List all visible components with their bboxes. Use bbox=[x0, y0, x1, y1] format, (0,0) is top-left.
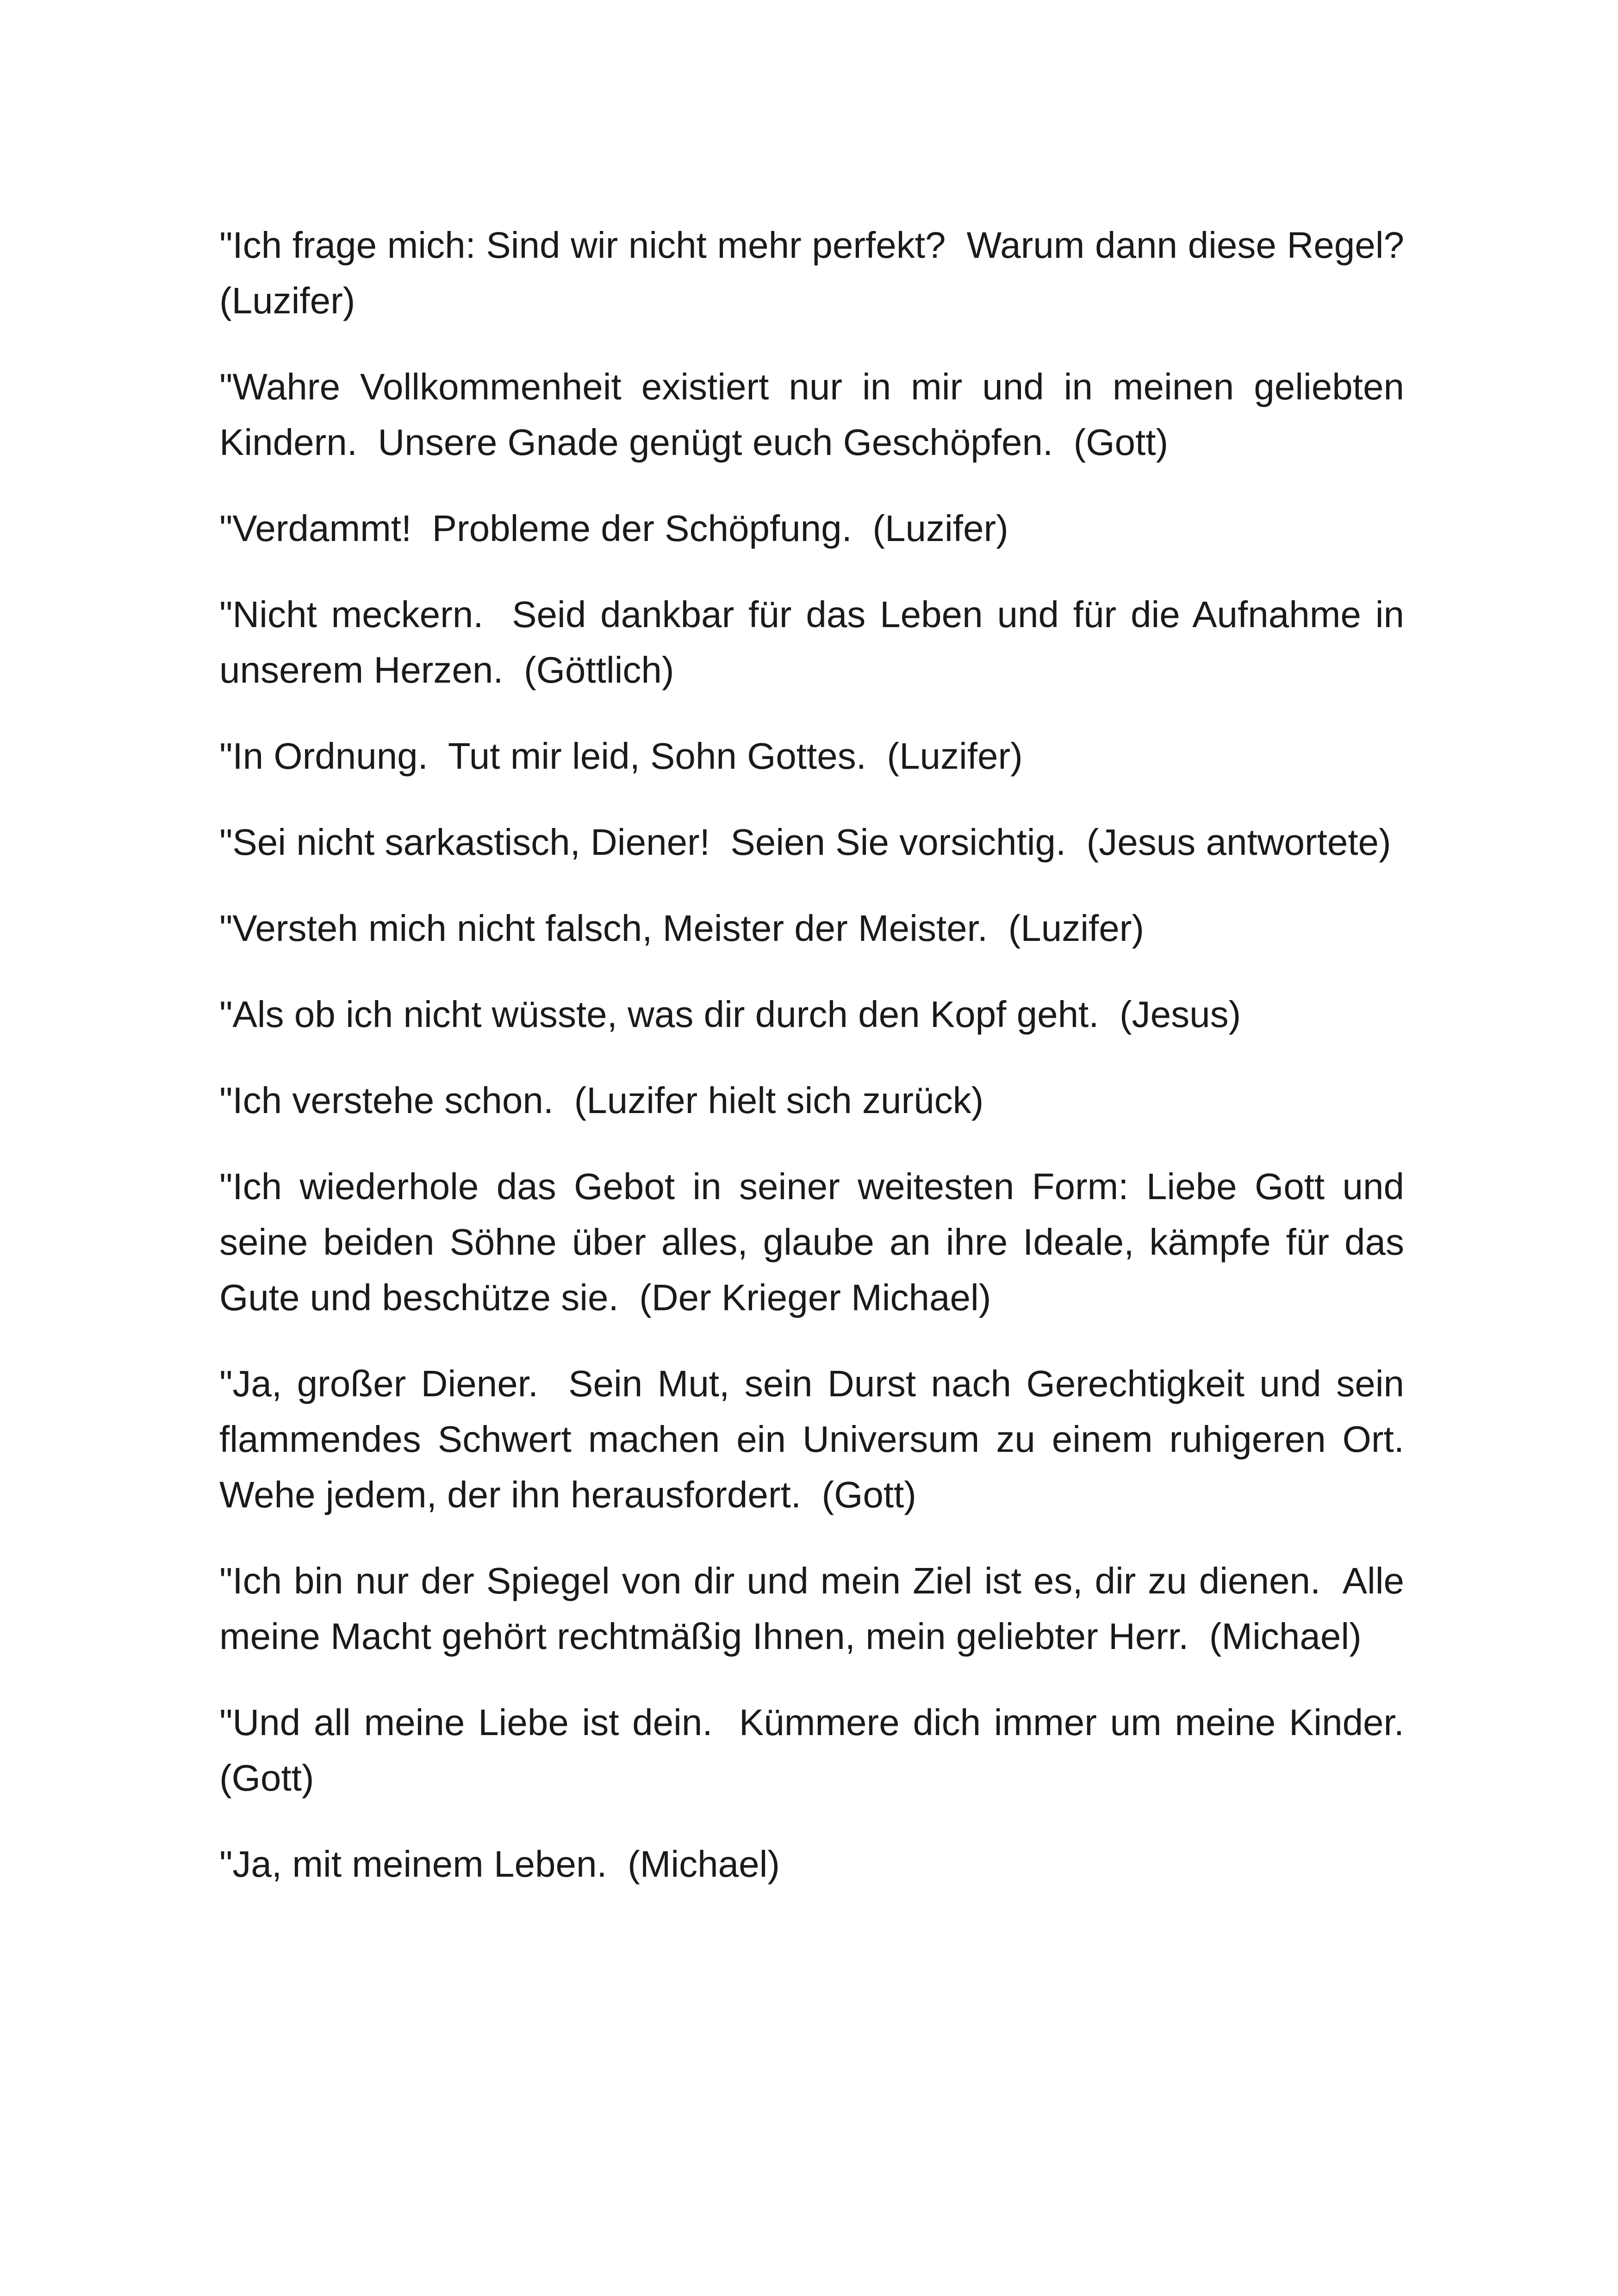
dialogue-paragraph: "Ja, großer Diener. Sein Mut, sein Durst nach Gerechtigkeit und sein flammendes Schwert machen ein Universum zu einem ruhigeren Ort. Wehe jedem, der ihn herausfordert. (Gott) bbox=[219, 1363, 1425, 1515]
dialogue-paragraph: "Ich verstehe schon. (Luzifer hielt sich zurück) bbox=[219, 1080, 984, 1121]
dialogue-paragraph: "In Ordnung. Tut mir leid, Sohn Gottes. (Luzifer) bbox=[219, 735, 1023, 777]
dialogue-paragraph: "Und all meine Liebe ist dein. Kümmere dich immer um meine Kinder. (Gott) bbox=[219, 1702, 1425, 1798]
document-body bbox=[219, 218, 1425, 1892]
dialogue-paragraph: "Ja, mit meinem Leben. (Michael) bbox=[219, 1843, 780, 1885]
dialogue-paragraph: "Versteh mich nicht falsch, Meister der Meister. (Luzifer) bbox=[219, 908, 1144, 949]
dialogue-paragraph: "Ich bin nur der Spiegel von dir und mein Ziel ist es, dir zu dienen. Alle meine Macht gehört rechtmäßig Ihnen, mein geliebter Herr. (Michael) bbox=[219, 1560, 1415, 1657]
dialogue-paragraph: "Ich wiederhole das Gebot in seiner weitesten Form: Liebe Gott und seine beiden Söhne über alles, glaube an ihre Ideale, kämpfe für das Gute und beschütze sie. (Der Krieger Michael) bbox=[219, 1166, 1415, 1318]
dialogue-paragraph: "Sei nicht sarkastisch, Diener! Seien Sie vorsichtig. (Jesus antwortete) bbox=[219, 821, 1391, 863]
dialogue-paragraph: "Ich frage mich: Sind wir nicht mehr perfekt? Warum dann diese Regel? (Luzifer) bbox=[219, 224, 1425, 321]
dialogue-paragraph: "Als ob ich nicht wüsste, was dir durch den Kopf geht. (Jesus) bbox=[219, 994, 1241, 1035]
dialogue-paragraph: "Verdammt! Probleme der Schöpfung. (Luzifer) bbox=[219, 508, 1008, 549]
dialogue-paragraph: "Nicht meckern. Seid dankbar für das Leben und für die Aufnahme in unserem Herzen. (Göttlich) bbox=[219, 594, 1415, 691]
dialogue-paragraph: "Wahre Vollkommenheit existiert nur in mir und in meinen geliebten Kindern. Unsere Gnade genügt euch Geschöpfen. (Gott) bbox=[219, 366, 1415, 463]
